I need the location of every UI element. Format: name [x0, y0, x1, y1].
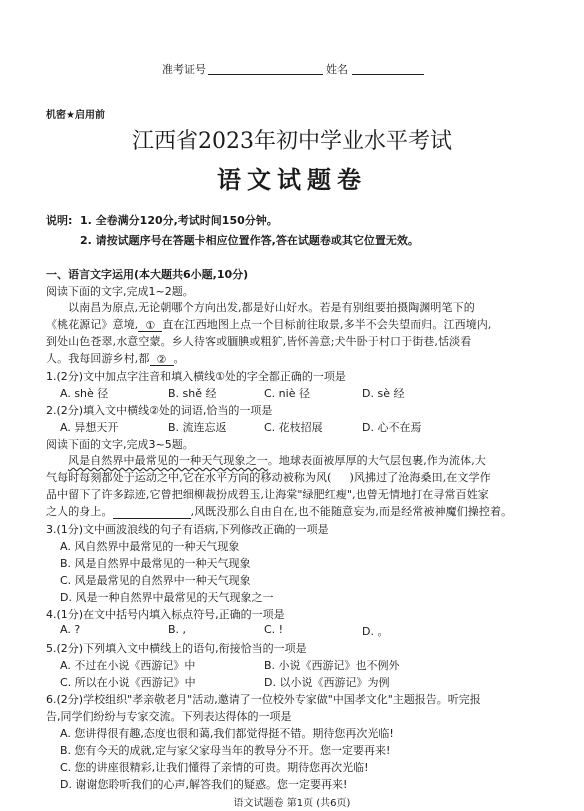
blank-1: ①	[138, 319, 162, 332]
question-3-option-d[interactable]: D. 风是一种自然界中最常见的天气现象之一	[60, 591, 274, 604]
page-subtitle: 语文试题卷	[217, 165, 367, 194]
question-2-stem: 2.(2分)填入文中横线②处的词语,恰当的一项是	[46, 404, 273, 417]
question-2-option-b[interactable]: B. 流连忘返	[168, 421, 227, 434]
question-2-option-a[interactable]: A. 异想天开	[60, 421, 119, 434]
question-6-option-a[interactable]: A. 您讲得很有趣,态度也很和蔼,我们都觉得挺不错。期待您再次光临!	[60, 727, 394, 740]
question-4-option-b[interactable]: B. ,	[168, 623, 187, 636]
question-3-stem: 3.(1分)文中画波浪线的句子有语病,下列修改正确的一项是	[46, 523, 329, 536]
exam-id-blank	[208, 62, 323, 75]
name-label: 姓名	[326, 63, 348, 76]
question-3-option-c[interactable]: C. 风是最常见的自然界中一种天气现象	[60, 574, 251, 587]
question-2-option-c[interactable]: C. 花枝招展	[264, 421, 323, 434]
question-6-stem-cont: 告,同学们纷纷与专家交流。下列表达得体的一项是	[46, 710, 292, 723]
passage2-line: 之人的身上。 ,风既没那么自由自在,也不能随意妄为,而是经常被神魔们操控着。	[46, 505, 513, 518]
name-blank	[352, 62, 424, 75]
question-5-stem: 5.(2分)下列填入文中横线上的语句,衔接恰当的一项是	[46, 642, 307, 655]
question-6-option-b[interactable]: B. 您有今天的成就,定与家父家母当年的教导分不开。您一定要再来!	[60, 744, 391, 757]
blank-3	[113, 506, 191, 519]
passage2-line: 风是自然界中最常见的一种天气现象之一。地球表面被厚厚的大气层包裹,作为流体,大	[68, 454, 486, 467]
question-4-option-a[interactable]: A. ?	[60, 623, 81, 636]
question-1-option-a[interactable]: A. shè 径	[60, 387, 109, 400]
question-5-option-c[interactable]: C. 所以在小说《西游记》中	[60, 676, 196, 689]
reading-intro-1: 阅读下面的文字,完成1~2题。	[46, 285, 194, 298]
question-2-option-d[interactable]: D. 心不在焉	[362, 421, 422, 434]
instructions-label: 说明:	[46, 214, 73, 227]
question-4-stem: 4.(1分)在文中括号内填入标点符号,正确的一项是	[46, 608, 285, 621]
passage1-line: 到处山色苍翠,水意空蒙。乡人待客或腼腆或粗犷,皆怀善意;犬牛卧于村口于街巷,恬淡看	[46, 335, 472, 348]
question-5-option-d[interactable]: D. 以小说《西游记》为例	[264, 676, 390, 689]
question-1-stem: 1.(2分)文中加点字注音和填入横线①处的字全都正确的一项是	[46, 370, 346, 383]
passage1-line: 《桃花源记》意境, ① 直在江西地图上点一个目标前往取景,多半不会失望而归。江西境内,	[46, 318, 492, 332]
question-6-option-c[interactable]: C. 您的讲座很精彩,让我们懂得了亲情的可贵。期待您再次光临!	[60, 761, 369, 774]
question-3-option-b[interactable]: B. 风是自然界中最常见的一种天气现象	[60, 557, 251, 570]
question-3-option-a[interactable]: A. 风自然界中最常见的一种天气现象	[60, 540, 240, 553]
page-footer: 语文试题卷 第1页 (共6页)	[233, 798, 351, 809]
question-4-option-c[interactable]: C. !	[264, 623, 284, 636]
wavy-underlined-sentence: 风是自然界中最常见的一种天气现象之一	[68, 454, 268, 467]
question-5-option-b[interactable]: B. 小说《西游记》也不例外	[264, 659, 400, 672]
page-title: 江西省2023年初中学业水平考试	[132, 129, 452, 154]
question-1-option-b[interactable]: B. shě 经	[168, 387, 217, 400]
section-heading: 一、语言文字运用(本大题共6小题,10分)	[46, 268, 249, 281]
passage2-line: 气每时每刻都处于运动之中,它在水平方向的移动被称为风( )风拂过了沧海桑田,在文学作	[46, 471, 491, 484]
question-5-option-a[interactable]: A. 不过在小说《西游记》中	[60, 659, 196, 672]
question-6-option-d[interactable]: D. 谢谢您聆听我们的心声,解答我们的疑惑。您一定要再来!	[60, 778, 348, 791]
blank-2: ②	[150, 353, 174, 366]
passage1-line: 人。我每回游乡村,都 ② 。	[46, 352, 185, 366]
question-1-option-d[interactable]: D. sè 经	[362, 387, 405, 400]
confidential-mark: 机密★启用前	[46, 110, 105, 121]
passage2-line: 品中留下了许多踪迹,它曾把细柳裁扮成碧玉,让海棠"绿肥红瘦",也曾无情地打在寻常百姓家	[46, 488, 489, 501]
instructions-line-1: 1. 全卷满分120分,考试时间150分钟。	[80, 214, 278, 227]
instructions-line-2: 2. 请按试题序号在答题卡相应位置作答,答在试题卷或其它位置无效。	[80, 234, 419, 247]
exam-id-label: 准考证号	[162, 63, 206, 76]
question-4-option-d[interactable]: D. 。	[362, 625, 389, 638]
question-6-stem: 6.(2分)学校组织"孝亲敬老月"活动,邀请了一位校外专家做"中国孝文化"主题报告。听完报	[46, 693, 481, 706]
passage1-line: 以南昌为原点,无论朝哪个方向出发,都是好山好水。若是有别组要拍摄陶渊明笔下的	[68, 301, 475, 314]
question-1-option-c[interactable]: C. niè 径	[264, 387, 310, 400]
reading-intro-2: 阅读下面的文字,完成3~5题。	[46, 438, 194, 451]
